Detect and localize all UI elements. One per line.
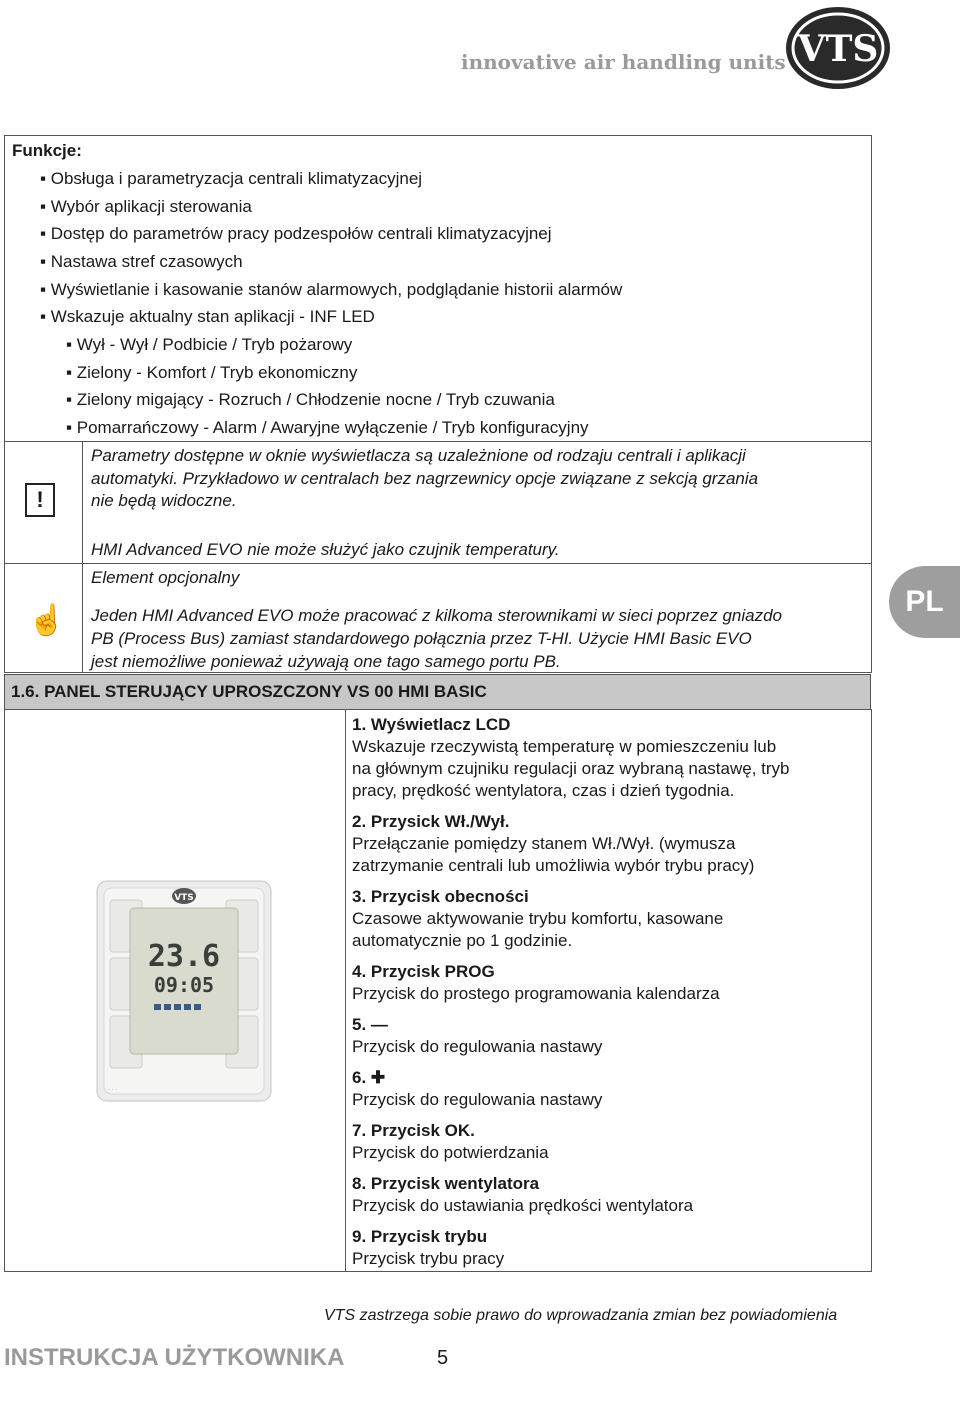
warning-text: Parametry dostępne w oknie wyświetlacza są uzależnione od rodzaju centrali i aplikacji xyxy=(91,446,746,465)
footer-disclaimer: VTS zastrzega sobie prawo do wprowadzania zmian bez powiadomienia xyxy=(324,1307,838,1324)
item-title: 9. Przycisk trybu xyxy=(352,1227,488,1246)
lcd-temperature: 23.6 xyxy=(147,939,221,974)
divider-note xyxy=(4,563,872,564)
header-tagline: innovative air handling units xyxy=(461,50,786,74)
icon-column-divider xyxy=(82,441,83,673)
pointing-hand-icon: ☝ xyxy=(28,604,66,637)
logo-text: VTS xyxy=(797,28,879,70)
divider-warning xyxy=(4,441,872,442)
feature-item: ▪ Nastawa stref czasowych xyxy=(40,252,243,272)
item-title: 7. Przycisk OK. xyxy=(352,1121,475,1140)
item-text: Przycisk do potwierdzania xyxy=(352,1143,549,1162)
table-column-divider xyxy=(345,709,346,1272)
item-title: 1. Wyświetlacz LCD xyxy=(352,715,511,734)
optional-label: Element opcjonalny xyxy=(91,568,240,587)
item-text: na głównym czujniku regulacji oraz wybraną nastawę, tryb xyxy=(352,759,790,778)
item-text: Czasowe aktywowanie trybu komfortu, kasowane xyxy=(352,909,724,928)
led-state-item: ▪ Pomarrańczowy - Alarm / Awaryjne wyłączenie / Tryb konfiguracyjny xyxy=(66,418,589,438)
features-title: Funkcje: xyxy=(12,141,82,160)
language-tab-pl: PL xyxy=(889,566,960,638)
item-text: Wskazuje rzeczywistą temperaturę w pomieszczeniu lub xyxy=(352,737,777,756)
item-title: 3. Przycisk obecności xyxy=(352,887,529,906)
page-number: 5 xyxy=(437,1347,449,1369)
item-title: 4. Przycisk PROG xyxy=(352,962,495,981)
item-text: Przycisk do regulowania nastawy xyxy=(352,1090,603,1109)
warning-text: nie będą widoczne. xyxy=(91,491,237,510)
item-title: 2. Przysick Wł./Wył. xyxy=(352,812,510,831)
item-text: pracy, prędkość wentylatora, czas i dzień tygodnia. xyxy=(352,781,735,800)
note-text: jest niemożliwe ponieważ używają one tago samego portu PB. xyxy=(91,652,561,671)
svg-text:· · ·: · · · xyxy=(108,1087,118,1094)
warning-text: automatyki. Przykładowo w centralach bez nagrzewnicy opcje związane z sekcją grzania xyxy=(91,469,759,488)
item-text: Przycisk do regulowania nastawy xyxy=(352,1037,603,1056)
note-text: Jeden HMI Advanced EVO może pracować z kilkoma sterownikami w sieci poprzez gniazdo xyxy=(91,606,782,625)
item-text: zatrzymanie centrali lub umożliwia wybór trybu pracy) xyxy=(352,856,755,875)
item-text: Przycisk do prostego programowania kalendarza xyxy=(352,984,720,1003)
section-title: 1.6. PANEL STERUJĄCY UPROSZCZONY VS 00 HMI BASIC xyxy=(4,674,871,710)
vts-logo xyxy=(785,6,891,90)
device-brand: VTS xyxy=(174,893,194,903)
manual-title: INSTRUKCJA UŻYTKOWNIKA xyxy=(4,1344,345,1371)
hmi-basic-device-image xyxy=(96,880,272,1102)
item-title: 5. — xyxy=(352,1015,388,1034)
item-text: automatycznie po 1 godzinie. xyxy=(352,931,573,950)
item-text: Przycisk trybu pracy xyxy=(352,1249,505,1268)
lcd-time: 09:05 xyxy=(153,973,215,997)
feature-item: ▪ Wybór aplikacji sterowania xyxy=(40,197,252,217)
feature-item: ▪ Obsługa i parametryzacja centrali klimatyzacyjnej xyxy=(40,169,422,189)
item-title: 6. ✚ xyxy=(352,1068,386,1087)
exclamation-icon: ! xyxy=(25,483,55,517)
led-state-item: ▪ Zielony - Komfort / Tryb ekonomiczny xyxy=(66,363,357,383)
note-text: PB (Process Bus) zamiast standardowego połącznia przez T-HI. Użycie HMI Basic EVO xyxy=(91,629,752,648)
led-state-item: ▪ Zielony migający - Rozruch / Chłodzenie nocne / Tryb czuwania xyxy=(66,390,555,410)
feature-item: ▪ Wskazuje aktualny stan aplikacji - INF LED xyxy=(40,307,375,327)
feature-item: ▪ Wyświetlanie i kasowanie stanów alarmowych, podglądanie historii alarmów xyxy=(40,280,622,300)
temperature-sensor-note: HMI Advanced EVO nie może służyć jako czujnik temperatury. xyxy=(91,540,560,559)
feature-item: ▪ Dostęp do parametrów pracy podzespołów centrali klimatyzacyjnej xyxy=(40,224,552,244)
item-text: Przełączanie pomiędzy stanem Wł./Wył. (wymusza xyxy=(352,834,736,853)
item-title: 8. Przycisk wentylatora xyxy=(352,1174,540,1193)
led-state-item: ▪ Wył - Wył / Podbicie / Tryb pożarowy xyxy=(66,335,352,355)
item-text: Przycisk do ustawiania prędkości wentylatora xyxy=(352,1196,694,1215)
